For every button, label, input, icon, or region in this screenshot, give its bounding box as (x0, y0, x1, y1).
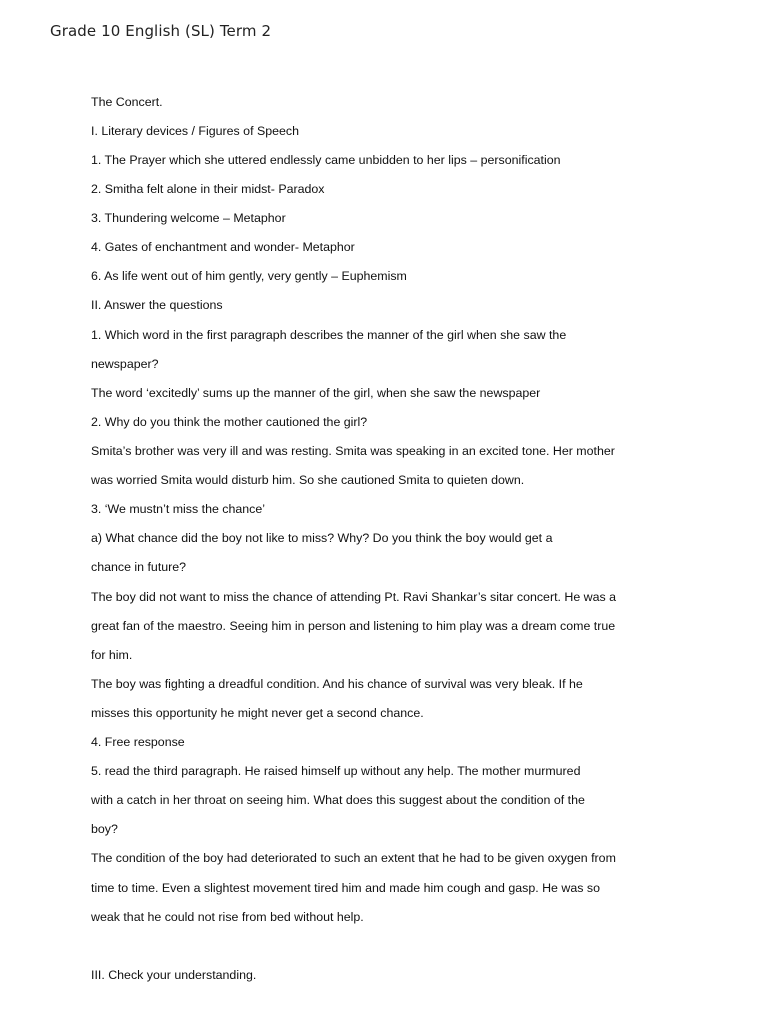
question-text: with a catch in her throat on seeing him. What does this suggest about the condition of the (91, 793, 585, 807)
question-text: 3. ‘We mustn’t miss the chance’ (91, 502, 265, 516)
question-text: 1. Which word in the first paragraph describes the manner of the girl when she saw the (91, 328, 567, 342)
section-heading: I. Literary devices / Figures of Speech (91, 124, 299, 138)
list-item: 4. Gates of enchantment and wonder- Metaphor (91, 240, 355, 254)
question-text: chance in future? (91, 560, 187, 574)
answer-text: The word ‘excitedly’ sums up the manner of the girl, when she saw the newspaper (91, 386, 541, 400)
answer-text: The boy did not want to miss the chance of attending Pt. Ravi Shankar’s sitar concert. He was a (91, 590, 617, 604)
answer-text: time to time. Even a slightest movement tired him and made him cough and gasp. He was so (91, 881, 600, 895)
answer-text: weak that he could not rise from bed without help. (91, 910, 364, 924)
list-item: 2. Smitha felt alone in their midst- Paradox (91, 182, 325, 196)
question-text: newspaper? (91, 357, 159, 371)
question-text: 2. Why do you think the mother cautioned the girl? (91, 415, 368, 429)
section-heading: III. Check your understanding. (91, 968, 257, 982)
question-text: 4. Free response (91, 735, 185, 749)
list-item: 1. The Prayer which she uttered endlessly came unbidden to her lips – personification (91, 153, 561, 167)
list-item: 6. As life went out of him gently, very gently – Euphemism (91, 269, 407, 283)
answer-text: The condition of the boy had deteriorated to such an extent that he had to be given oxygen from (91, 851, 616, 865)
question-text: a) What chance did the boy not like to miss? Why? Do you think the boy would get a (91, 531, 553, 545)
page-header-title: Grade 10 English (SL) Term 2 (50, 22, 272, 40)
section-heading: II. Answer the questions (91, 298, 223, 312)
answer-text: for him. (91, 648, 133, 662)
list-item: 3. Thundering welcome – Metaphor (91, 211, 286, 225)
question-text: 5. read the third paragraph. He raised himself up without any help. The mother murmured (91, 764, 581, 778)
answer-text: great fan of the maestro. Seeing him in person and listening to him play was a dream come true (91, 619, 616, 633)
answer-text: Smita’s brother was very ill and was resting. Smita was speaking in an excited tone. Her mother (91, 444, 615, 458)
answer-text: The boy was fighting a dreadful condition. And his chance of survival was very bleak. If he (91, 677, 583, 691)
answer-text: was worried Smita would disturb him. So she cautioned Smita to quieten down. (91, 473, 525, 487)
document-title: The Concert. (91, 95, 163, 109)
question-text: boy? (91, 822, 118, 836)
answer-text: misses this opportunity he might never get a second chance. (91, 706, 424, 720)
